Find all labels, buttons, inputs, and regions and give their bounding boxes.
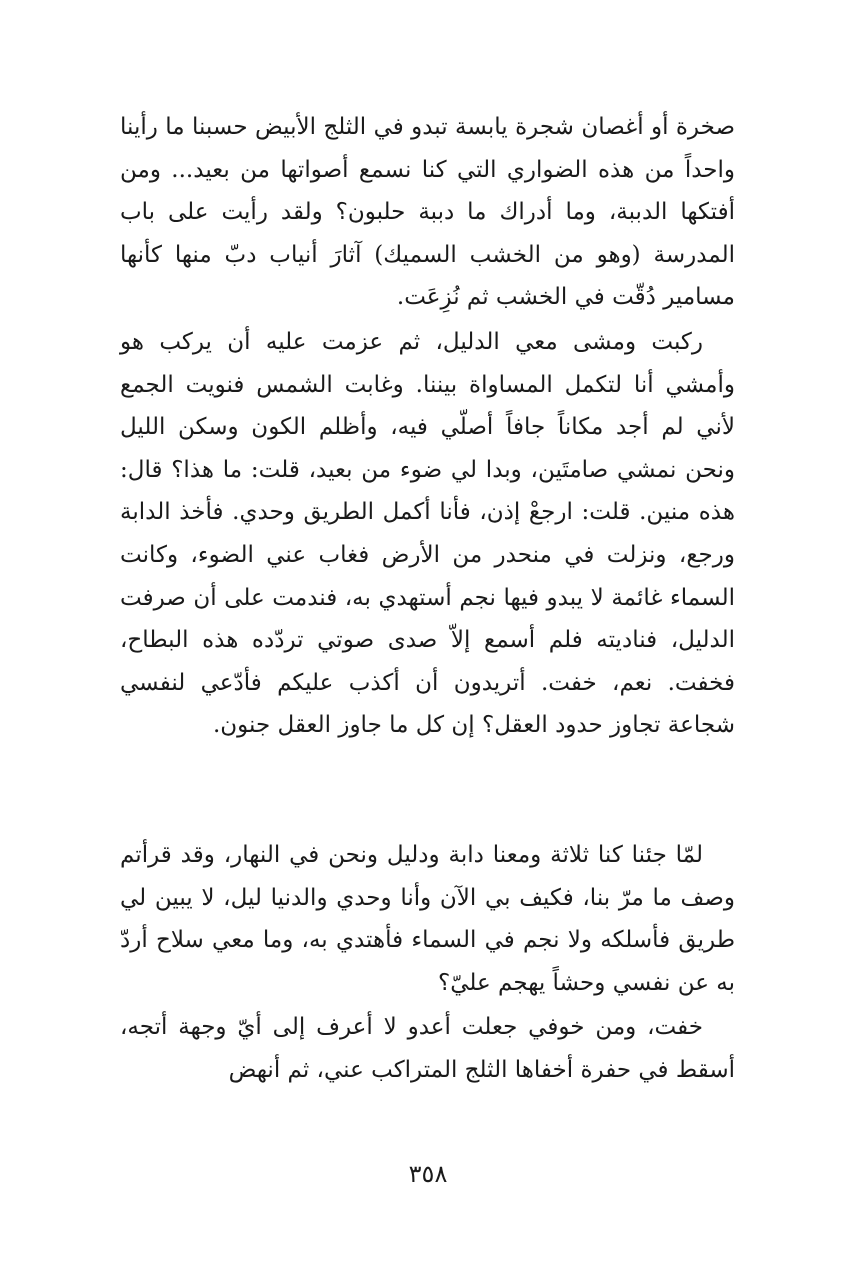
paragraph-1 bbox=[120, 106, 735, 319]
paragraph-4-text: خفت، ومن خوفي جعلت أعدو لا أعرف إلى أيّ وجهة أتجه، أسقط في حفرة أخفاها الثلج المتراكب عني، ثم أنهض bbox=[120, 1014, 735, 1083]
paragraph-4 bbox=[120, 1006, 735, 1091]
page-number: ٣٥٨ bbox=[408, 1160, 448, 1188]
paragraph-3 bbox=[120, 834, 735, 1004]
paragraph-1-text: صخرة أو أغصان شجرة يابسة تبدو في الثلج الأبيض حسبنا ما رأينا واحداً من هذه الضواري التي كنا نسمع أصواتها من بعيد... ومن أفتكها الدببة، وما أدراك ما دببة حلبون؟ ولقد رأيت على باب المدرسة (وهو من الخشب السميك) آثارَ أنياب دبّ منها كأنها مسامير دُقّت في الخشب ثم نُزِعَت. bbox=[120, 114, 735, 311]
paragraph-2 bbox=[120, 321, 735, 747]
paragraph-3-text: لمّا جئنا كنا ثلاثة ومعنا دابة ودليل ونحن في النهار، وقد قرأتم وصف ما مرّ بنا، فكيف بي الآن وأنا وحدي والدنيا ليل، لا يبين لي طريق فأسلكه ولا نجم في السماء فأهتدي به، وما معي سلاح أردّ به عن نفسي وحشاً يهجم عليّ؟ bbox=[120, 842, 735, 996]
paragraph-2-text: ركبت ومشى معي الدليل، ثم عزمت عليه أن يركب هو وأمشي أنا لتكمل المساواة بيننا. وغابت الشمس فنويت الجمع لأني لم أجد مكاناً جافاً أصلّي فيه، وأظلم الكون وسكن الليل ونحن نمشي صامتَين، وبدا لي ضوء من بعيد، قلت: ما هذا؟ قال: هذه منين. قلت: ارجعْ إذن، فأنا أكمل الطريق وحدي. فأخذ الدابة ورجع، ونزلت في منحدر من الأرض فغاب عني الضوء، وكانت السماء غائمة لا يبدو فيها نجم أستهدي به، فندمت على أن صرفت الدليل، فناديته فلم أسمع إلاّ صدى صوتي تردّده هذه البطاح، فخفت. نعم، خفت. أتريدون أن أكذب عليكم فأدّعي لنفسي شجاعة تجاوز حدود العقل؟ إن كل ما جاوز العقل جنون. bbox=[120, 329, 735, 739]
